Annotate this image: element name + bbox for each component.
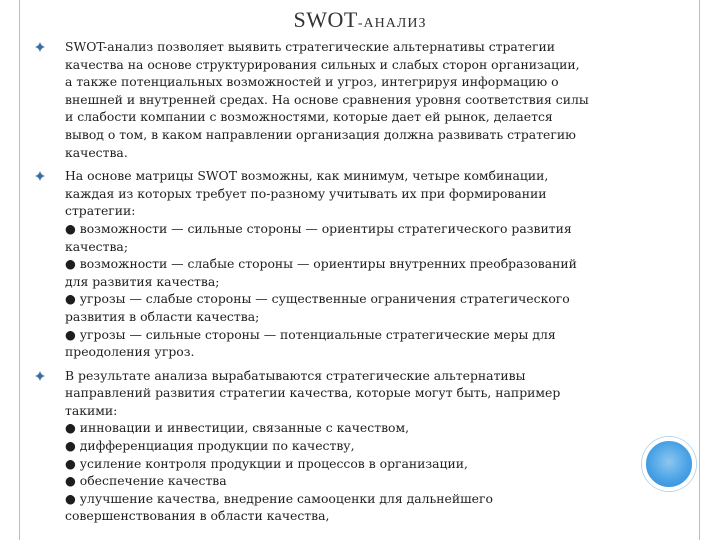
title-rest: -АНАЛИЗ	[357, 16, 427, 31]
paragraph-line: стратегии:	[65, 203, 136, 219]
paragraph-line: развития в области качества;	[65, 308, 260, 324]
paragraph-line: ● угрозы — сильные стороны — потенциальные стратегические меры для	[65, 326, 556, 342]
paragraph-line: ● усиление контроля продукции и процессов в организации,	[65, 455, 468, 471]
paragraph-line: направлений развития стратегии качества, которые могут быть, например	[65, 385, 561, 401]
slide-title	[0, 7, 720, 33]
paragraph-line: а также потенциальных возможностей и угроз, интегрируя информацию о	[65, 74, 559, 90]
paragraph-line: SWOT-анализ позволяет выявить стратегические альтернативы стратегии	[65, 39, 556, 54]
fleuron-bullet-icon	[35, 171, 45, 181]
paragraph-3	[65, 367, 640, 525]
paragraph-line: ● возможности — сильные стороны — ориентиры стратегического развития	[65, 220, 572, 236]
paragraph-line: ● угрозы — слабые стороны — существенные ограничения стратегического	[65, 291, 570, 307]
paragraph-2	[65, 167, 640, 361]
paragraph-line: и слабости компании с возможностями, которые дает ей рынок, делается	[65, 109, 553, 125]
paragraph-line: внешней и внутренней средах. На основе сравнения уровня соответствия силы	[65, 91, 589, 107]
paragraph-line: ● возможности — слабые стороны — ориентиры внутренних преобразований	[65, 256, 577, 272]
fleuron-bullet-icon	[35, 42, 45, 52]
paragraph-line: качества на основе структурирования сильных и слабых сторон организации,	[65, 56, 580, 72]
paragraph-line: такими:	[65, 402, 118, 418]
paragraph-line: вывод о том, в каком направлении организация должна развивать стратегию	[65, 126, 576, 142]
paragraph-line: преодоления угроз.	[65, 344, 195, 360]
paragraph-line: ● улучшение качества, внедрение самооценки для дальнейшего	[65, 490, 493, 506]
paragraph-line: для развития качества;	[65, 273, 220, 289]
paragraph-line: качества;	[65, 238, 128, 254]
paragraph-line: ● инновации и инвестиции, связанные с качеством,	[65, 420, 410, 436]
paragraph-line: На основе матрицы SWOT возможны, как минимум, четыре комбинации,	[65, 168, 549, 184]
paragraph-line: ● дифференциация продукции по качеству,	[65, 438, 355, 454]
title-main: SWOT	[293, 7, 358, 32]
paragraph-1	[65, 38, 640, 161]
fleuron-bullet-icon	[35, 371, 45, 381]
paragraph-line: качества.	[65, 144, 128, 160]
slide-content	[65, 38, 640, 531]
paragraph-line: каждая из которых требует по-разному учитывать их при формировании	[65, 185, 547, 201]
paragraph-line: совершенствования в области качества,	[65, 508, 330, 524]
paragraph-line: В результате анализа вырабатываются стратегические альтернативы	[65, 367, 526, 383]
blue-circle-decoration	[642, 437, 696, 491]
paragraph-line: ● обеспечение качества	[65, 473, 227, 489]
